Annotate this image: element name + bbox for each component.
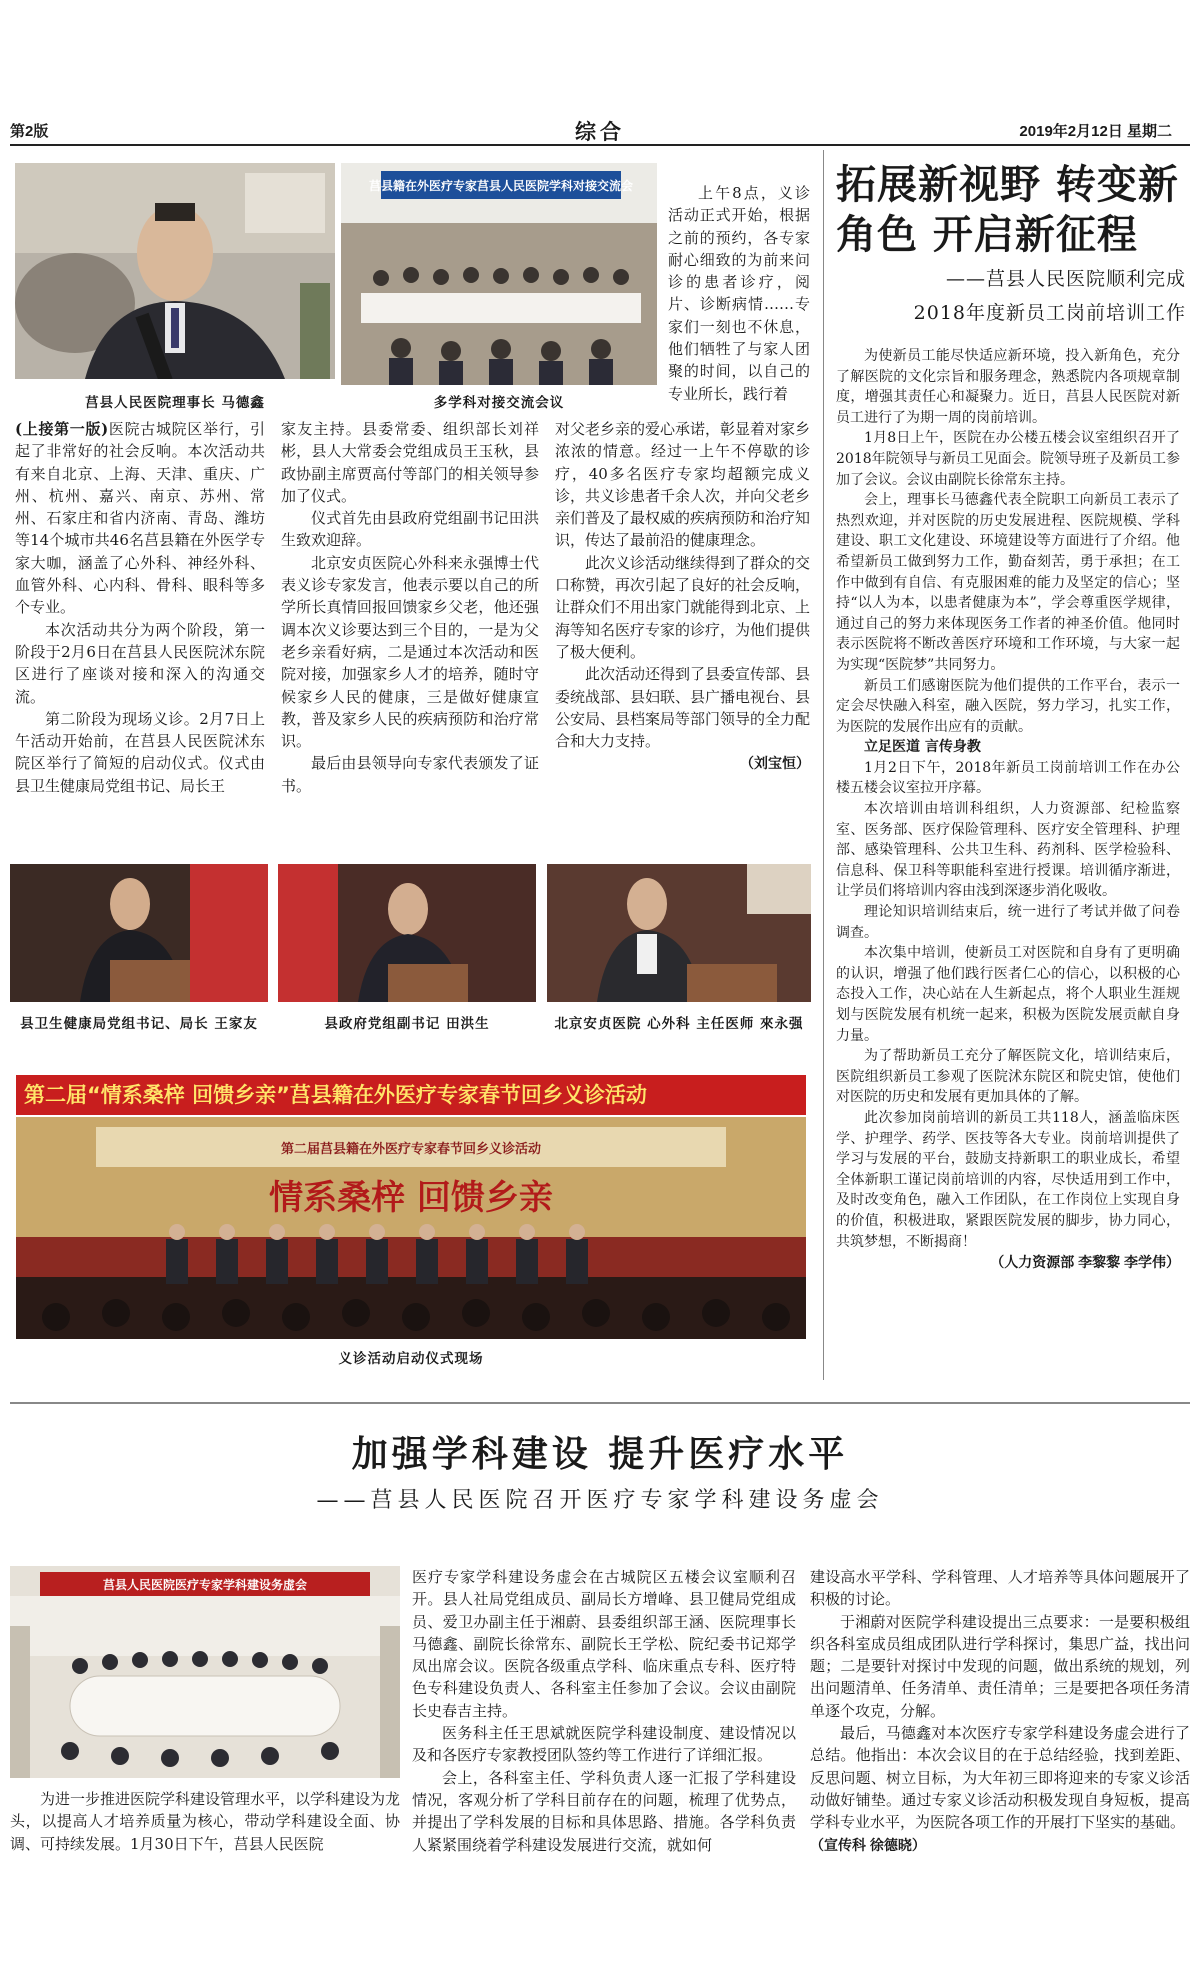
photo-meeting [341, 163, 657, 385]
article2-title-block [836, 160, 1186, 328]
article1-para-5: 仪式首先由县政府党组副书记田洪生致欢迎辞。 [281, 509, 539, 550]
photo-lai-yongqiang [547, 864, 811, 1002]
article3-para-1: 为进一步推进医院学科建设管理水平，以学科建设为龙头，以提高人才培养质量为核心，带动学科建设全面、协调、可持续发展。1月30日下午，莒县人民医院 [10, 1790, 401, 1853]
section-title: 综合 [575, 119, 625, 144]
article1-col1 [15, 418, 265, 797]
article1-col3 [555, 418, 810, 775]
caption-lai-yongqiang: 北京安贞医院 心外科 主任医师 來永强 [554, 1016, 804, 1032]
photo-tian-hongsheng [278, 864, 536, 1002]
article2-para-8: 本次集中培训，使新员工对医院和自身有了更明确的认识，增强了他们践行医者仁心的信心，以积极的心态投入工作，决心站在人生新起点，将个人职业生涯规划与医院发展有机统一起来，积极为医院发展贡献自身力量。 [836, 945, 1180, 1044]
issue-date: 2019年2月12日 星期二 [1019, 123, 1172, 140]
article2-subhead: 立足医道 言传身教 [864, 739, 981, 756]
page-header [10, 118, 1190, 144]
article3-subtitle: ——莒县人民医院召开医疗专家学科建设务虚会 [316, 1488, 884, 1513]
article1-para-8: 上午8点，义诊活动正式开始，根据之前的预约，各专家耐心细致的为前来问诊的患者诊疗，阅片、诊断病情……专家们一刻也不休息，他们牺牲了与家人团聚的时间，以自己的专业所长，践行着 [668, 184, 810, 403]
article2-subtitle-2: 2018年度新员工岗前培训工作 [913, 302, 1186, 324]
article3-col3 [810, 1566, 1190, 1856]
article1-para-2: 本次活动共分为两个阶段，第一阶段于2月6日在莒县人民医院沭东院区进行了座谈对接和深入的沟通交流。 [15, 620, 265, 706]
article1-para-10: 此次义诊活动继续得到了群众的交口称赞，再次引起了良好的社会反响，让群众们不用出家门就能得到北京、上海等知名医疗专家的诊疗，为他们提供了极大便利。 [555, 553, 811, 661]
article1-para-9: 对父老乡亲的爱心承诺，彰显着对家乡浓浓的情意。经过一上午不停歇的诊疗，40多名医疗专家均超额完成义诊，共义诊患者千余人次，并向父老乡亲们普及了最权威的疾病预防和治疗知识，传达了最前沿的健康理念。 [555, 420, 811, 550]
stage-banner-text: 第二届莒县籍在外医疗专家春节回乡义诊活动 [280, 1142, 542, 1157]
column-divider [823, 150, 824, 1380]
article2-signature: （人力资源部 李黎黎 李学伟） [990, 1254, 1180, 1271]
photo-discipline-meeting [10, 1566, 400, 1778]
article2-para-9: 为了帮助新员工充分了解医院文化，培训结束后，医院组织新员工参观了医院沭东院区和院史馆，使他们对医院的历史和发展有更加具体的了解。 [836, 1048, 1180, 1106]
article1-para-3: 第二阶段为现场义诊。2月7日上午活动开始前，在莒县人民医院沭东院区举行了简短的启动仪式。仪式由县卫生健康局党组书记、局长王 [15, 709, 265, 795]
article3-signature: （宣传科 徐德晓） [810, 1836, 926, 1853]
stage-slogan-text: 情系桑梓 回馈乡亲 [269, 1178, 553, 1218]
article1-col2 [281, 418, 539, 797]
article1-para-1: (上接第一版)医院古城院区举行，引起了非常好的社会反响。本次活动共有来自北京、上海、天津、重庆、广州、杭州、嘉兴、南京、苏州、常州、石家庄和省内济南、青岛、潍坊等14个城市共46名莒县籍在外医学专家大咖，涵盖了心外科、神经外科、血管外科、心内科、骨科、眼科等多个专业。 [15, 420, 265, 617]
event-banner: 第二届“情系桑梓 回馈乡亲”莒县籍在外医疗专家春节回乡义诊活动 [16, 1075, 806, 1115]
article1-signature: （刘宝恒） [740, 755, 810, 772]
article3-title-block [200, 1430, 1000, 1518]
caption-tian-hongsheng: 县政府党组副书记 田洪生 [324, 1016, 490, 1032]
article1-para-6: 北京安贞医院心外科来永强博士代表义诊专家发言，他表示要以自己的所学所长真情回报回馈家乡父老，他还强调本次义诊要达到三个目的，一是为父老乡亲看好病，二是通过本次活动和医院对接，加强家乡人才的培养，随时守候家乡人民的健康，三是做好健康宣教，普及家乡人民的疾病预防和治疗常识。 [281, 553, 539, 751]
edition-label: 第2版 [10, 123, 49, 140]
article2-para-6: 本次培训由培训科组织，人力资源部、纪检监察室、医务部、医疗保险管理科、医疗安全管理科、护理部、感染管理科、公共卫生科、药剂科、医学检验科、信息科、保卫科等职能科室进行授课。培训循序渐进，让学员们将培训内容由浅到深逐步消化吸收。 [836, 801, 1180, 900]
article3-para-2: 医疗专家学科建设务虚会在古城院区五楼会议室顺利召开。县人社局党组成员、副局长方增峰、县卫健局党组成员、爱卫办副主任于湘蔚、县委组织部王涵、医院理事长马德鑫、副院长徐常东、副院长王学松、院纪委书记郑学凤出席会议。医院各级重点学科、临床重点专科、医疗特色专科建设负责人、各科室主任参加了会议。会议由副院长史春吉主持。 [412, 1568, 796, 1720]
article1-para-4: 家友主持。县委常委、组织部长刘祥彬，县人大常委会党组成员王玉秋，县政协副主席贾高付等部门的相关领导参加了仪式。 [281, 420, 539, 505]
caption-ceremony: 义诊活动启动仪式现场 [338, 1351, 484, 1367]
article2-title: 拓展新视野 转变新角色 开启新征程 [836, 161, 1179, 258]
article2-para-4: 新员工们感谢医院为他们提供的工作平台，表示一定会尽快融入科室，融入医院，努力学习，扎实工作，为医院的发展作出应有的贡献。 [836, 677, 1180, 735]
article2-para-7: 理论知识培训结束后，统一进行了考试并做了问卷调查。 [836, 904, 1180, 941]
caption-director-ma: 莒县人民医院理事长 马德鑫 [85, 395, 265, 411]
article3-col1 [10, 1788, 400, 1855]
article2-para-10: 此次参加岗前培训的新员工共118人，涵盖临床医学、护理学、药学、医技等各大专业。岗前培训提供了学习与发展的平台，鼓励支持新职工的职业成长，希望全体新职工谨记岗前培训的内容，尽快适用到工作中，及时改变角色，融入工作团队，在工作岗位上实现自身的价值，积极进取，紧跟医院发展的脚步，协力同心，共筑梦想，不断揭商！ [836, 1109, 1180, 1250]
article2-body [836, 346, 1180, 1273]
article2-subtitle-1: ——莒县人民医院顺利完成 [945, 268, 1186, 290]
header-rule [10, 144, 1190, 146]
photo-director-ma [15, 163, 335, 379]
meeting-banner-text: 莒县籍在外医疗专家莒县人民医院学科对接交流会 [368, 179, 634, 193]
article3-para-4: 会上，各科室主任、学科负责人逐一汇报了学科建设情况，客观分析了学科目前存在的问题，梳理了优势点，并提出了学科发展的目标和具体思路、措施。各学科负责人紧紧围绕着学科建设发展进行交流，就如何 [412, 1768, 796, 1854]
article3-para-7: 最后，马德鑫对本次医疗专家学科建设务虚会进行了总结。他指出：本次会议目的在于总结经验，找到差距、反思问题、树立目标，为大年初三即将迎来的专家义诊活动做好铺垫。通过专家义诊活动积极发现自身短板，提高学科专业水平，为医院各项工作的开展打下坚实的基础。 [810, 1724, 1190, 1832]
caption-wang-jiayou: 县卫生健康局党组书记、局长 王家友 [20, 1016, 258, 1032]
section-divider [10, 1402, 1190, 1404]
photo-wang-jiayou [10, 864, 268, 1002]
article2-para-3: 会上，理事长马德鑫代表全院职工向新员工表示了热烈欢迎，并对医院的历史发展进程、医院规模、学科建设、职工文化建设、环境建设等方面进行了介绍。他希望新员工做到努力工作，勤奋刻苦，勇于承担；在工作中做到有自信、有克服困难的能力及坚定的信心；坚持“以人为本，以患者健康为本”，学会尊重医学规律，通过自己的努力来体现医务工作者的神圣价值。他同时表示医院将不断改善医疗环境和工作环境，与大家一起为实现“医院梦”共同努力。 [836, 492, 1180, 673]
article2-para-2: 1月8日上午，医院在办公楼五楼会议室组织召开了2018年院领导与新员工见面会。院领导班子及新员工参加了会议。会议由副院长徐常东主持。 [836, 430, 1180, 488]
article3-para-6: 于湘蔚对医院学科建设提出三点要求：一是要积极组织各科室成员组成团队进行学科探讨，集思广益，找出问题；二是要针对探讨中发现的问题，做出系统的规划，列出问题清单、任务清单、责任清单；三是要把各项任务清单逐个攻克，分解。 [810, 1612, 1190, 1720]
photo-ceremony [16, 1117, 806, 1339]
caption-meeting: 多学科对接交流会议 [433, 395, 565, 411]
article3-col2 [412, 1566, 796, 1856]
article1-para-7: 最后由县领导向专家代表颁发了证书。 [281, 754, 539, 795]
article2-para-5: 1月2日下午，2018年新员工岗前培训工作在办公楼五楼会议室拉开序幕。 [836, 759, 1180, 797]
article2-para-1: 为使新员工能尽快适应新环境，投入新角色，充分了解医院的文化宗旨和服务理念，熟悉院内各项规章制度，增强其责任心和凝聚力。近日，莒县人民医院对新员工进行了为期一周的岗前培训。 [836, 348, 1180, 426]
discipline-banner-text: 莒县人民医院医疗专家学科建设务虚会 [102, 1578, 308, 1592]
article1-para-11: 此次活动还得到了县委宣传部、县委统战部、县妇联、县广播电视台、县公安局、县档案局等部门领导的全力配合和大力支持。 [555, 665, 811, 751]
article3-para-3: 医务科主任王思斌就医院学科建设制度、建设情况以及和各医疗专家教授团队签约等工作进行了详细汇报。 [412, 1724, 796, 1765]
article3-para-5: 建设高水平学科、学科管理、人才培养等具体问题展开了积极的讨论。 [810, 1568, 1190, 1609]
article3-title: 加强学科建设 提升医疗水平 [351, 1433, 849, 1475]
article1-col3-top [668, 182, 810, 405]
